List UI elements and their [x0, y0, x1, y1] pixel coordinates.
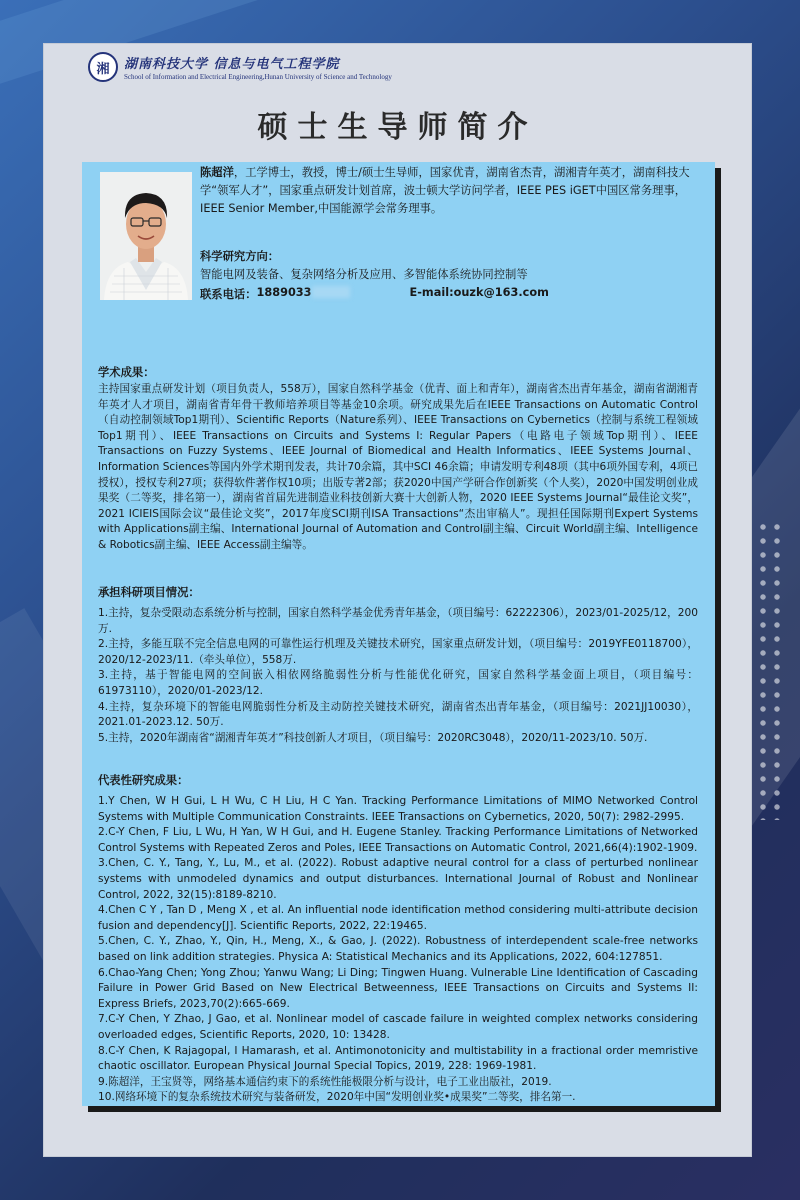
achievements-heading: 学术成果：: [98, 366, 155, 379]
list-item: 4.Chen C Y , Tan D , Meng X , et al. An influential node identification method considering multi-attribute decision fusion and dependency[J]. Scientific Reports, 2022, 22:19465.: [98, 904, 698, 932]
list-item: 6.Chao-Yang Chen; Yong Zhou; Yanwu Wang; Li Ding; Tingwen Huang. Vulnerable Line Identification of Cascading Failure in Power Grid Based on New Electrical Betweenness, IEEE Transactions on Circuits and Systems II: Express Briefs, 2023,70(2):665-669.: [98, 966, 698, 1010]
school-header: [88, 52, 392, 82]
projects-section: [98, 584, 698, 746]
profile-name: 陈超洋: [200, 166, 234, 179]
list-item: 4.主持，复杂环境下的智能电网脆弱性分析及主动防控关键技术研究，湖南省杰出青年基金，（项目编号：2021JJ10030），2021.01-2023.12. 50万.: [98, 700, 698, 729]
achievements-section: [98, 364, 698, 554]
phone-redaction: [312, 286, 350, 298]
list-item: 10.网络环境下的复杂系统技术研究与装备研发，2020年中国“发明创业奖•成果奖”二等奖，排名第一.: [98, 1091, 576, 1104]
school-name-en: School of Information and Electrical Engineering,Hunan University of Science and Technology: [124, 73, 392, 81]
profile-bio: [200, 164, 708, 218]
list-item: 5.Chen, C. Y., Zhao, Y., Qin, H., Meng, X., & Gao, J. (2022). Robustness of interdependent scale-free networks based on link addition strategies. Physica A: Statistical Mechanics and its Applications, 2022, 604:127851.: [98, 935, 698, 963]
list-item: 1.Y Chen, W H Gui, L H Wu, C H Liu, H C Yan. Tracking Performance Limitations of MIMO Networked Control Systems with Multiple Communication Constraints. IEEE Transactions on Cybernetics, 2020, 50(7): 2982-2995.: [98, 795, 698, 823]
list-item: 9.陈超洋，王宝贤等，网络基本通信约束下的系统性能极限分析与设计，电子工业出版社，2019.: [98, 1075, 552, 1088]
achievements-text: 主持国家重点研发计划（项目负责人，558万），国家自然科学基金（优青、面上和青年），湖南省杰出青年基金，湖南省湖湘青年英才人才项目，湖南省青年骨干教师培养项目等基金10余项。研究成果先后在IEEE Transactions on Automatic Control（自动控制领域Top1期刊）、Scientific Reports（Nature系列）、IEEE Transactions on Cybernetics（控制与系统工程领域Top1期刊）、IEEE Transactions on Circuits and Systems I: Regular Papers（电路电子领域Top期刊）、IEEE Transactions on Fuzzy Systems、IEEE Journal of Biomedical and Health Informatics、IEEE Systems Journal、Information Sciences等国内外学术期刊发表，共计70余篇，其中SCI 46余篇；申请发明专利48项（其中6项外国专利，4项已授权），授权专利27项；获得软件著作权10项；出版专著2部；获2020中国产学研合作创新奖（个人奖），2020中国发明创业成果奖（二等奖，排名第一），湖南省首届先进制造业科技创新大赛十大创新人物，2020 IEEE Systems Journal“最佳论文奖”，2021 ICIEIS国际会议“最佳论文奖”，2017年度SCI期刊ISA Transactions“杰出审稿人”。现担任国际期刊Expert Systems with Applications副主编、International Journal of Automation and Control副主编、Circuit World副主编、Intelligence & Robotics副主编、IEEE Access副主编等。: [98, 383, 698, 551]
portrait-photo: [100, 172, 192, 300]
phone-label: 联系电话：: [200, 288, 257, 301]
publications-heading: 代表性研究成果：: [98, 774, 189, 787]
projects-heading: 承担科研项目情况：: [98, 586, 200, 599]
list-item: 2.主持，多能互联不完全信息电网的可靠性运行机理及关键技术研究，国家重点研发计划，（项目编号：2019YFE0118700），2020/12-2023/11.（牵头单位），558万.: [98, 638, 698, 666]
publications-section: [98, 772, 698, 1106]
phone-value: 1889033: [256, 286, 312, 299]
list-item: 7.C-Y Chen, Y Zhao, J Gao, et al. Nonlinear model of cascade failure in weighted complex networks considering overloaded edges, Scientific Reports, 2020, 10: 13428.: [98, 1013, 698, 1041]
page-title: 硕士生导师简介: [257, 110, 538, 145]
school-logo: 湘: [88, 52, 118, 82]
list-item: 2.C-Y Chen, F Liu, L Wu, H Yan, W H Gui, and H. Eugene Stanley. Tracking Performance Limitations of Networked Control Systems with Repeated Zeros and Poles, IEEE Transactions on Automatic Control, 2021,66(4):1902-1909.: [98, 826, 698, 854]
list-item: 8.C-Y Chen, K Rajagopal, I Hamarash, et al. Antimonotonicity and multistability in a fractional order memristive chaotic oscillator. European Physical Journal Special Topics, 2019, 228: 1969-1981.: [98, 1044, 698, 1073]
list-item: 3.主持，基于智能电网的空间嵌入相依网络脆弱性分析与性能优化研究，国家自然科学基金面上项目，（项目编号：61973110），2020/01-2023/12.: [98, 669, 698, 697]
email-value: E-mail:ouzk@163.com: [409, 286, 549, 299]
list-item: 5.主持，2020年湖南省“湖湘青年英才”科技创新人才项目，（项目编号：2020RC3048），2020/11-2023/10. 50万.: [98, 731, 648, 744]
research-text: 智能电网及装备、复杂网络分析及应用、多智能体系统协同控制等: [200, 268, 528, 281]
school-name: 湖南科技大学 信息与电气工程学院: [124, 57, 340, 72]
content-panel: [82, 162, 715, 1106]
profile-bio-text: ，工学博士，教授，博士/硕士生导师，国家优青，湖南省杰青，湖湘青年英才，湖南科技大学“领军人才”，国家重点研发计划首席，波士顿大学访问学者，IEEE PES iGET中国区常务理事，IEEE Senior Member,中国能源学会常务理事。: [200, 166, 690, 215]
list-item: 1.主持，复杂受限动态系统分析与控制，国家自然科学基金优秀青年基金，（项目编号：62222306），2023/01-2025/12，200万.: [98, 607, 698, 635]
research-section: [200, 248, 708, 284]
poster-card: [44, 44, 751, 1156]
list-item: 3.Chen, C. Y., Tang, Y., Lu, M., et al. (2022). Robust adaptive neural control for a class of perturbed nonlinear systems with unmodeled dynamics and output disturbances. International Journal of Robust and Nonlinear Control, 2022, 32(15):8189-8210.: [98, 857, 698, 901]
contact-line: [200, 286, 708, 302]
research-label: 科学研究方向：: [200, 250, 280, 263]
